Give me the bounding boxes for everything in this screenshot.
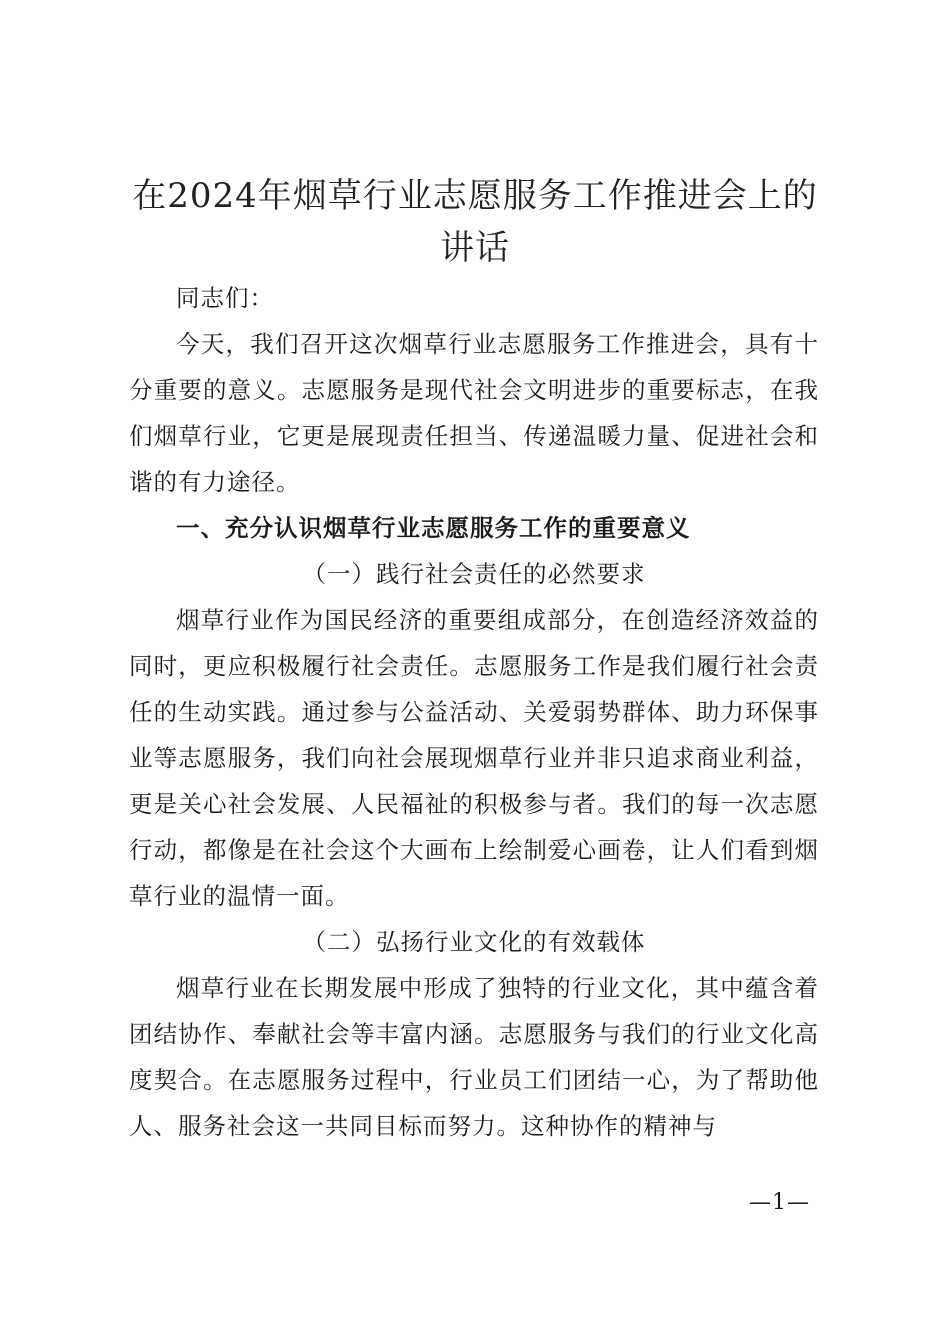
document-body bbox=[129, 275, 819, 1149]
subsection-heading-2: （二）弘扬行业文化的有效载体 bbox=[302, 928, 646, 956]
section-heading: 一、充分认识烟草行业志愿服务工作的重要意义 bbox=[176, 514, 691, 542]
document-title: 在2024年烟草行业志愿服务工作推进会上的讲话 bbox=[132, 176, 818, 268]
subsection-heading-1: （一）践行社会责任的必然要求 bbox=[302, 560, 646, 588]
subsection-paragraph-1: 烟草行业作为国民经济的重要组成部分，在创造经济效益的同时，更应积极履行社会责任。志愿服务工作是我们履行社会责任的生动实践。通过参与公益活动、关爱弱势群体、助力环保事业等志愿服务，我们向社会展现烟草行业并非只追求商业利益，更是关心社会发展、人民福祉的积极参与者。我们的每一次志愿行动，都像是在社会这个大画布上绘制爱心画卷，让人们看到烟草行业的温情一面。 bbox=[129, 606, 819, 910]
intro-paragraph: 今天，我们召开这次烟草行业志愿服务工作推进会，具有十分重要的意义。志愿服务是现代社会文明进步的重要标志，在我们烟草行业，它更是展现责任担当、传递温暖力量、促进社会和谐的有力途径。 bbox=[129, 330, 819, 496]
salutation: 同志们： bbox=[176, 284, 274, 312]
page-number: —1— bbox=[749, 1190, 810, 1215]
subsection-paragraph-2: 烟草行业在长期发展中形成了独特的行业文化，其中蕴含着团结协作、奉献社会等丰富内涵。志愿服务与我们的行业文化高度契合。在志愿服务过程中，行业员工们团结一心，为了帮助他人、服务社会这一共同目标而努力。这种协作的精神与 bbox=[129, 974, 819, 1140]
